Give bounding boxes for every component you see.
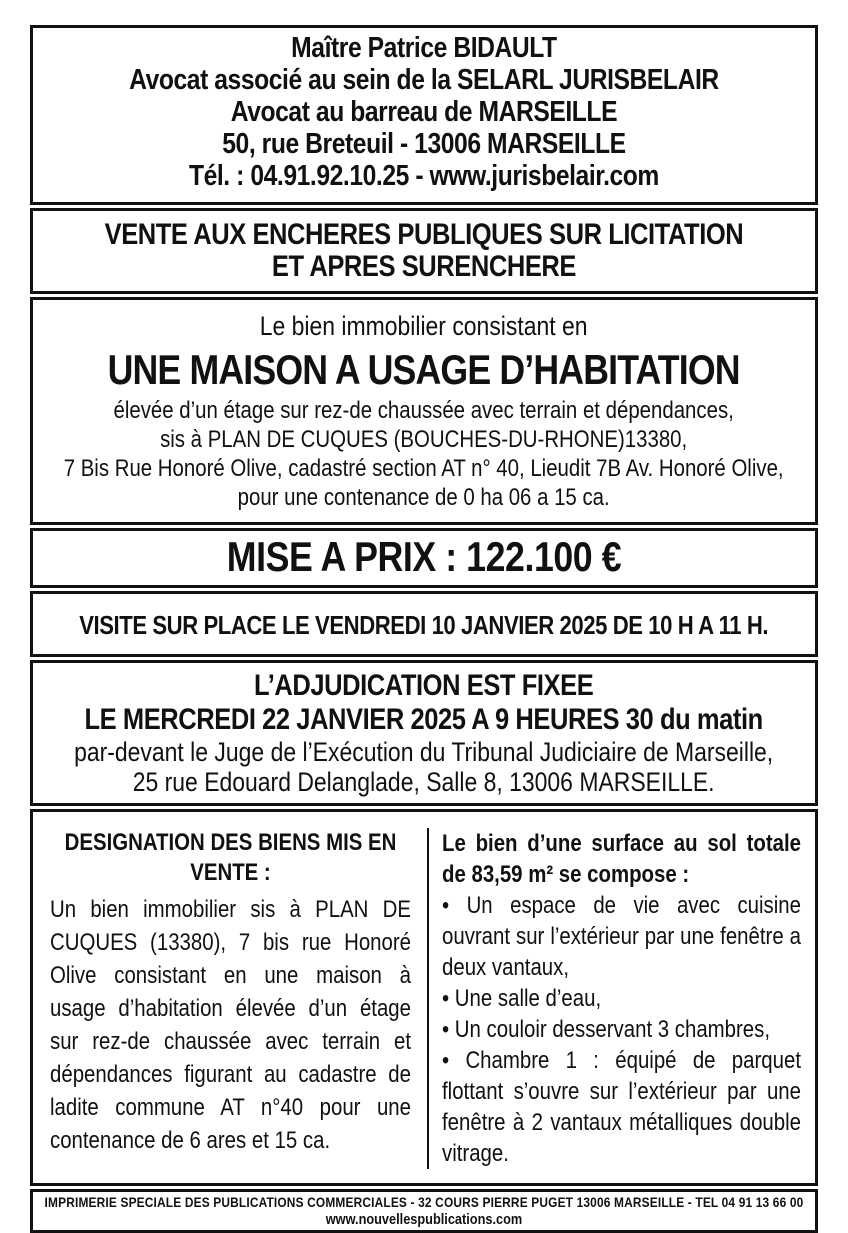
- designation-body: Un bien immobilier sis à PLAN DE CUQUES (13380), 7 bis rue Honoré Olive consistant en une maison à usage d’habitation élevée d’un étage sur rez-de chaussée avec terrain et dépendances figurant au cadastre de ladite commune AT n°40 pour une contenance de 6 ares et 15 ca.: [50, 896, 411, 1154]
- auction-judge-line: par-devant le Juge de l’Exécution du Tribunal Judiciaire de Marseille,: [74, 737, 774, 767]
- lawyer-header-box: [30, 25, 818, 205]
- composition-bullet: • Une salle d’eau,: [442, 985, 602, 1012]
- property-detail-line: sis à PLAN DE CUQUES (BOUCHES-DU-RHONE)13380,: [160, 426, 688, 453]
- visit-text: VISITE SUR PLACE LE VENDREDI 10 JANVIER 2025 DE 10 H A 11 H.: [79, 610, 769, 640]
- sale-type-content: [39, 219, 809, 283]
- auction-address-line: 25 rue Edouard Delanglade, Salle 8, 13006 MARSEILLE.: [133, 767, 715, 797]
- property-detail-line: pour une contenance de 0 ha 06 a 15 ca.: [237, 484, 611, 511]
- notice-stack: [30, 25, 818, 1233]
- visit-box: [30, 591, 818, 657]
- visit-content: [35, 610, 813, 640]
- property-description-content: [35, 308, 813, 512]
- printer-footer-content: [33, 1194, 815, 1228]
- property-detail-line: 7 Bis Rue Honoré Olive, cadastré section AT n° 40, Lieudit 7B Av. Honoré Olive,: [64, 455, 784, 482]
- designation-column: [33, 828, 427, 1169]
- printer-info-line: IMPRIMERIE SPECIALE DES PUBLICATIONS COMMERCIALES - 32 COURS PIERRE PUGET 13006 MARSEILLE - TEL 04 91 13 66 00: [44, 1194, 804, 1210]
- lawyer-phone-website-line: Tél. : 04.91.92.10.25 - www.jurisbelair.com: [189, 160, 659, 192]
- auction-date-content: [35, 669, 813, 797]
- lawyer-role-line: Avocat associé au sein de la SELARL JURISBELAIR: [129, 64, 719, 96]
- designation-heading: DESIGNATION DES BIENS MIS EN VENTE :: [64, 829, 397, 886]
- designation-composition-box: [30, 809, 818, 1186]
- reserve-price-box: [30, 528, 818, 588]
- sale-type-line-2: ET APRES SURENCHERE: [271, 250, 577, 283]
- reserve-price-content: [33, 535, 815, 579]
- property-title: UNE MAISON A USAGE D’HABITATION: [107, 346, 741, 393]
- lawyer-address-line: 50, rue Breteuil - 13006 MARSEILLE: [222, 128, 626, 160]
- property-description-box: [30, 297, 818, 525]
- composition-bullet: • Un espace de vie avec cuisine ouvrant sur l’extérieur par une fenêtre a deux vantaux,: [442, 892, 801, 981]
- composition-bullet: • Chambre 1 : équipé de parquet flottant s’ouvre sur l’extérieur par une fenêtre à 2 vantaux métalliques double vitrage.: [442, 1047, 801, 1167]
- sale-type-line-1: VENTE AUX ENCHERES PUBLIQUES SUR LICITATION: [104, 218, 744, 251]
- composition-column: [427, 828, 815, 1169]
- printer-website-line: www.nouvellespublications.com: [325, 1211, 523, 1228]
- composition-bullet: • Un couloir desservant 3 chambres,: [442, 1016, 771, 1043]
- property-intro: Le bien immobilier consistant en: [260, 311, 588, 341]
- composition-column-content: [442, 828, 801, 1169]
- lawyer-bar-line: Avocat au barreau de MARSEILLE: [230, 96, 618, 128]
- auction-fixed-line: L’ADJUDICATION EST FIXEE: [254, 669, 594, 702]
- reserve-price-text: MISE A PRIX : 122.100 €: [226, 533, 622, 580]
- lawyer-name: Maître Patrice BIDAULT: [291, 32, 557, 64]
- printer-footer-box: [30, 1189, 818, 1233]
- composition-heading: Le bien d’une surface au sol totale de 83,59 m² se compose :: [442, 830, 801, 888]
- auction-date-line: LE MERCREDI 22 JANVIER 2025 A 9 HEURES 30 du matin: [84, 703, 764, 736]
- sale-type-box: [30, 208, 818, 294]
- designation-column-content: [50, 828, 411, 1157]
- lawyer-header-content: [39, 32, 809, 192]
- auction-date-box: [30, 660, 818, 806]
- property-detail-line: élevée d’un étage sur rez-de chaussée avec terrain et dépendances,: [113, 397, 735, 424]
